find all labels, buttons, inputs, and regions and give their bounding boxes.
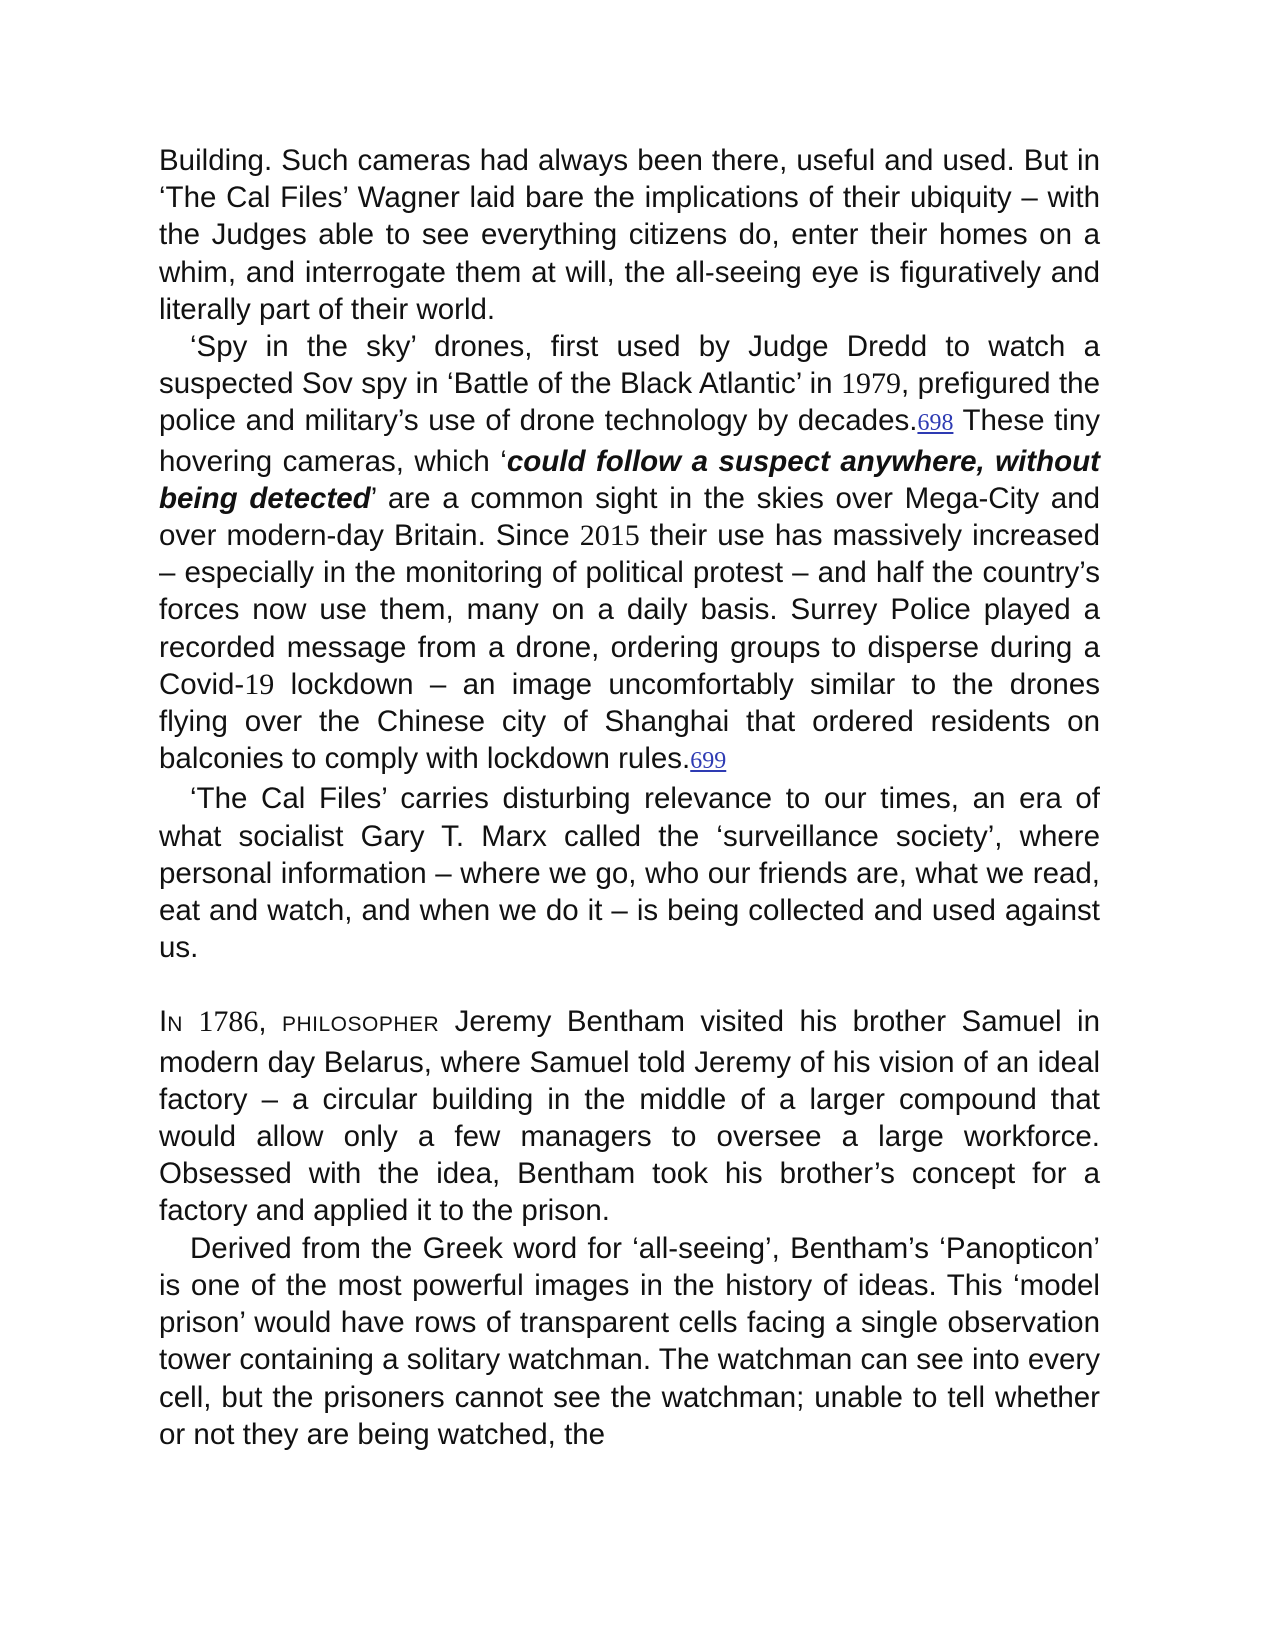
paragraph-text: their use has massively increased – especially in the monitoring of political protest – and half the country’s forces now use them, many on a daily basis. Surrey Police played a recorded message from a drone, ordering groups to disperse during a Covid-: [159, 519, 1100, 701]
footnote-link-698[interactable]: 698: [917, 410, 954, 437]
year-number: 2015: [579, 519, 640, 553]
paragraph-spy-drones: [159, 328, 1100, 780]
paragraph-text: , prefigured the police and military’s use of drone technology by decades.: [159, 367, 1100, 438]
year-number: 1786: [198, 1005, 259, 1039]
paragraph-text: ‘The Cal Files’ carries disturbing relevance to our times, an era of what socialist Gary T. Marx called the ‘surveillance society’, where personal information – where we go, who our friends are, what we read, eat and watch, and when we do it – is being collected and used against us.: [159, 782, 1100, 965]
paragraph-text: Building. Such cameras had always been there, useful and used. But in ‘The Cal Files’ Wagner laid bare the implications of their ubiquity – with the Judges able to see everything citizens do, enter their homes on a whim, and interrogate them at will, the all-seeing eye is figuratively and literally part of their world.: [159, 144, 1100, 326]
small-caps-text: PHILOSOPHER: [282, 1013, 440, 1037]
paragraph-text: These tiny hovering cameras, which ‘: [159, 404, 1100, 478]
paragraph-text: lockdown – an image uncomfortably similar to the drones flying over the Chinese city of Shanghai that ordered residents on balconies to comply with lockdown rules.: [159, 667, 1100, 776]
footnote-link-699[interactable]: 699: [690, 748, 727, 775]
small-caps-text: N: [167, 1013, 183, 1037]
paragraph-bentham-visit: IN 1786, PHILOSOPHER Jeremy Bentham visited his brother Samuel in modern day Belarus, where Samuel told Jeremy of his vision of an ideal factory – a circular building in the middle of a larger compound that would allow only a few managers to oversee a large workforce. Obsessed with the idea, Bentham took his brother’s concept for a factory and applied it to the prison.: [159, 1005, 1100, 1228]
paragraph-text: Jeremy Bentham visited his brother Samuel in modern day Belarus, where Samuel told Jeremy of his vision of an ideal factory – a circular building in the middle of a larger compound that would allow only a few managers to oversee a large workforce. Obsessed with the idea, Bentham took his brother’s concept for a factory and applied it to the prison.: [159, 1005, 1100, 1228]
covid-number: 19: [244, 667, 275, 701]
paragraph-text: ’ are a common sight in the skies over Mega-City and over modern-day Britain. Since: [159, 481, 1101, 553]
paragraph-text: ‘Spy in the sky’ drones, first used by Judge Dredd to watch a suspected Sov spy in ‘Battle of the Black Atlantic’ in: [159, 330, 1100, 401]
small-caps-initial: I: [159, 1005, 168, 1039]
paragraph-panopticon: [159, 1230, 1100, 1453]
year-number: 1979: [841, 367, 902, 401]
paragraph-surveillance-society: [159, 780, 1100, 966]
paragraph-text: Derived from the Greek word for ‘all-seeing’, Bentham’s ‘Panopticon’ is one of the most powerful images in the history of ideas. This ‘model prison’ would have rows of transparent cells facing a single observation tower containing a solitary watchman. The watchman can see into every cell, but the prisoners cannot see the watchman; unable to tell whether or not they are being watched, the: [159, 1231, 1100, 1451]
document-page: [159, 142, 1100, 1453]
emphasized-quote: could follow a suspect anywhere, without being detected: [159, 444, 1100, 515]
section-break: [159, 966, 1100, 1003]
paragraph-cal-files-cameras: [159, 142, 1100, 328]
